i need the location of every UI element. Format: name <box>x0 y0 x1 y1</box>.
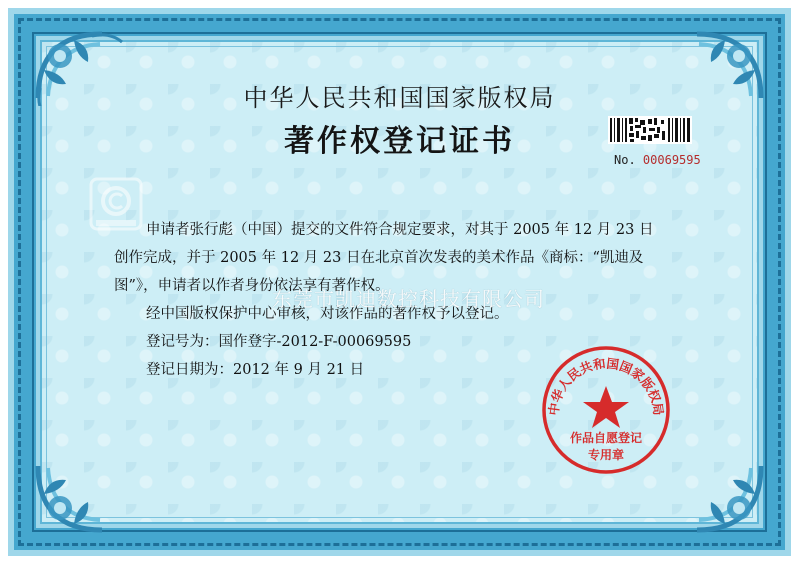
registration-date: 登记日期为：2012 年 9 月 21 日 <box>146 362 365 378</box>
issuer-title: 中华人民共和国国家版权局 <box>243 84 556 112</box>
company-watermark: 东莞市凯迪数控科技有限公司 <box>272 287 545 311</box>
certificate-title: 著作权登记证书 <box>284 124 515 159</box>
registration-number: 登记号为：国作登字-2012-F-00069595 <box>146 334 412 350</box>
serial-value: 00069595 <box>642 153 701 167</box>
corner-ornament-icon <box>669 458 769 538</box>
serial-number <box>614 153 701 167</box>
body-paragraph-line: 申请者张行彪（中国）提交的文件符合规定要求，对其于 2005 年 12 月 23 日 <box>146 222 654 238</box>
review-statement: 经中国版权保护中心审核，对该作品的著作权予以登记。 <box>146 306 509 322</box>
serial-prefix: No. <box>614 153 636 167</box>
seal-ring-text: 中华人民共和国国家版权局 <box>545 355 667 417</box>
official-seal-icon <box>538 342 674 478</box>
barcode-icon <box>608 116 692 144</box>
corner-ornament-icon <box>30 458 130 538</box>
seal-center-line1: 作品自愿登记 <box>569 431 643 445</box>
seal-center-line2: 专用章 <box>587 448 625 462</box>
body-paragraph-line: 图”》，申请者以作者身份依法享有著作权。 <box>114 278 390 294</box>
body-paragraph-line: 创作完成，并于 2005 年 12 月 23 日在北京首次发表的美术作品《商标：“凯迪及 <box>114 250 644 266</box>
